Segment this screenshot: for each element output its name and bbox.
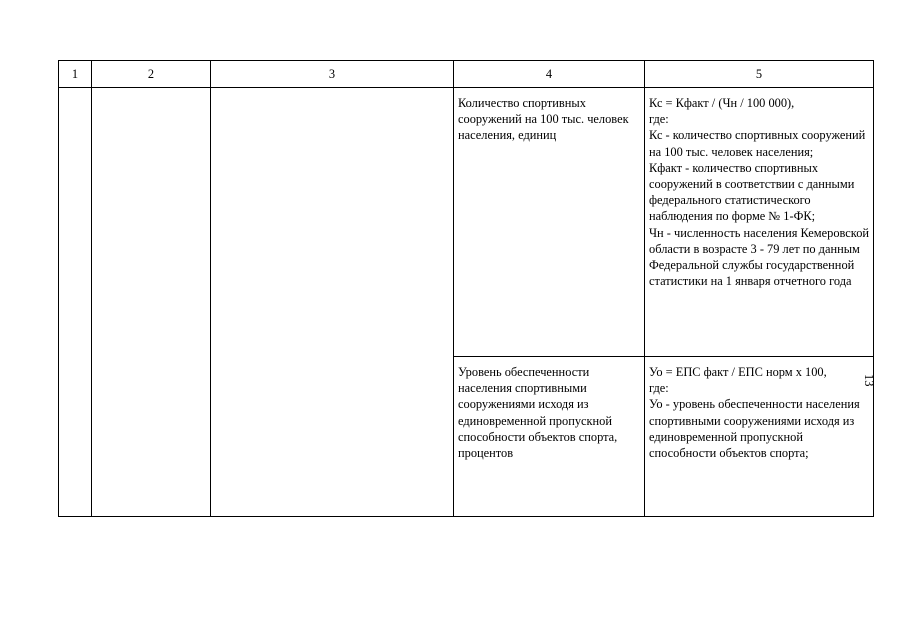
formula-text: Кс = Кфакт / (Чн / 100 000), где: Кс - количество спортивных сооружений на 100 тыс. человек населения; Кфакт - количество спортивных сооружений в соответствии с данными федерального статистического наблюдения по форме № 1-ФК; Чн - численность населения Кемеровской области в возрасте 3 - 79 лет по данным Федеральной службы государственной статистики на 1 января отчетного года bbox=[649, 96, 870, 289]
column-header-3: 3 bbox=[211, 61, 454, 88]
column-header-2: 2 bbox=[92, 61, 211, 88]
column-header-4: 4 bbox=[454, 61, 645, 88]
indicator-cell bbox=[454, 88, 645, 357]
indicators-table bbox=[58, 60, 874, 517]
cell-col2 bbox=[92, 88, 211, 517]
column-header-1: 1 bbox=[59, 61, 92, 88]
formula-text: Уо = ЕПС факт / ЕПС норм х 100, где: Уо - уровень обеспеченности населения спортивными сооружениями исходя из единовременной пропускной способности объектов спорта; bbox=[649, 365, 860, 461]
cell-col1 bbox=[59, 88, 92, 517]
formula-cell bbox=[645, 357, 874, 517]
formula-cell bbox=[645, 88, 874, 357]
column-header-5: 5 bbox=[645, 61, 874, 88]
table-header-row bbox=[59, 61, 874, 88]
indicator-text: Уровень обеспеченности населения спортивными сооружениями исходя из единовременной пропускной способности объектов спорта, процентов bbox=[458, 365, 618, 461]
indicator-text: Количество спортивных сооружений на 100 тыс. человек населения, единиц bbox=[458, 96, 629, 143]
table-row bbox=[59, 88, 874, 357]
cell-col3 bbox=[211, 88, 454, 517]
page-number: 13 bbox=[862, 374, 876, 387]
indicator-cell bbox=[454, 357, 645, 517]
